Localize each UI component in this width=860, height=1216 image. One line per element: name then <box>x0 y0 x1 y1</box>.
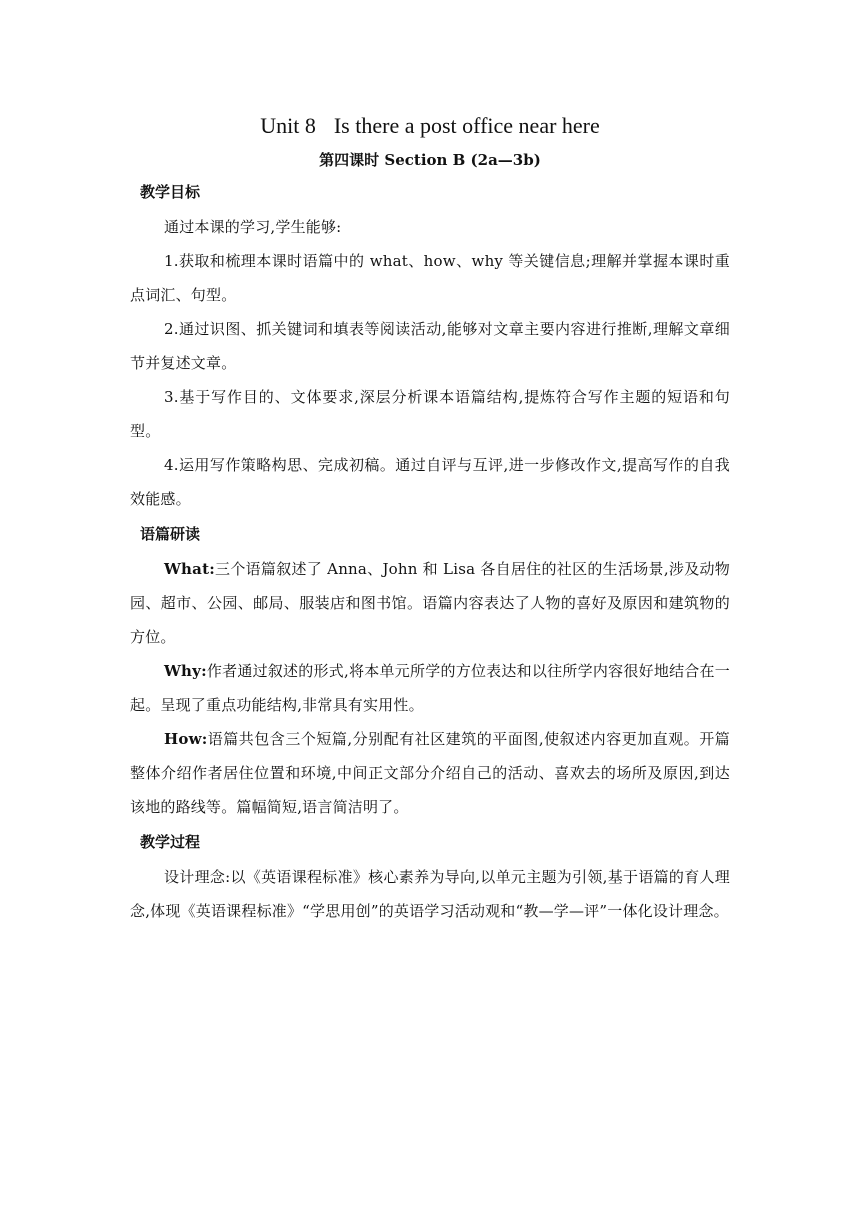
objectives-heading: 教学目标 <box>140 183 201 201</box>
lesson-subtitle: 第四课时 Section B (2a—3b) <box>319 151 541 169</box>
why-label: Why: <box>164 662 207 680</box>
objective-item: 1.获取和梳理本课时语篇中的 what、how、why 等关键信息;理解并掌握本课时重点词汇、句型。 <box>130 252 730 304</box>
analysis-what <box>130 552 730 654</box>
what-label: What: <box>164 560 215 578</box>
document-page <box>130 108 730 928</box>
analysis-why <box>130 654 730 722</box>
process-text: 设计理念:以《英语课程标准》核心素养为导向,以单元主题为引领,基于语篇的育人理念,体现《英语课程标准》“学思用创”的英语学习活动观和“教—学—评”一体化设计理念。 <box>130 868 730 920</box>
objective-item: 4.运用写作策略构思、完成初稿。通过自评与互评,进一步修改作文,提高写作的自我效能感。 <box>130 456 730 508</box>
how-text: 语篇共包含三个短篇,分别配有社区建筑的平面图,使叙述内容更加直观。开篇整体介绍作者居住位置和环境,中间正文部分介绍自己的活动、喜欢去的场所及原因,到达该地的路线等。篇幅简短,语言简洁明了。 <box>130 730 730 816</box>
why-text: 作者通过叙述的形式,将本单元所学的方位表达和以往所学内容很好地结合在一起。呈现了重点功能结构,非常具有实用性。 <box>130 662 730 714</box>
analysis-heading: 语篇研读 <box>140 525 201 543</box>
analysis-how <box>130 722 730 824</box>
objectives-intro: 通过本课的学习,学生能够: <box>164 218 342 236</box>
document-title <box>130 108 730 144</box>
unit-label: Unit 8 <box>260 113 316 138</box>
objective-item: 3.基于写作目的、文体要求,深层分析课本语篇结构,提炼符合写作主题的短语和句型。 <box>130 388 730 440</box>
how-label: How: <box>164 730 208 748</box>
what-text: 三个语篇叙述了 Anna、John 和 Lisa 各自居住的社区的生活场景,涉及动物园、超市、公园、邮局、服装店和图书馆。语篇内容表达了人物的喜好及原因和建筑物的方位。 <box>130 560 730 646</box>
objective-item: 2.通过识图、抓关键词和填表等阅读活动,能够对文章主要内容进行推断,理解文章细节并复述文章。 <box>130 320 730 372</box>
process-heading: 教学过程 <box>140 833 201 851</box>
unit-title: Is there a post office near here <box>333 113 600 138</box>
